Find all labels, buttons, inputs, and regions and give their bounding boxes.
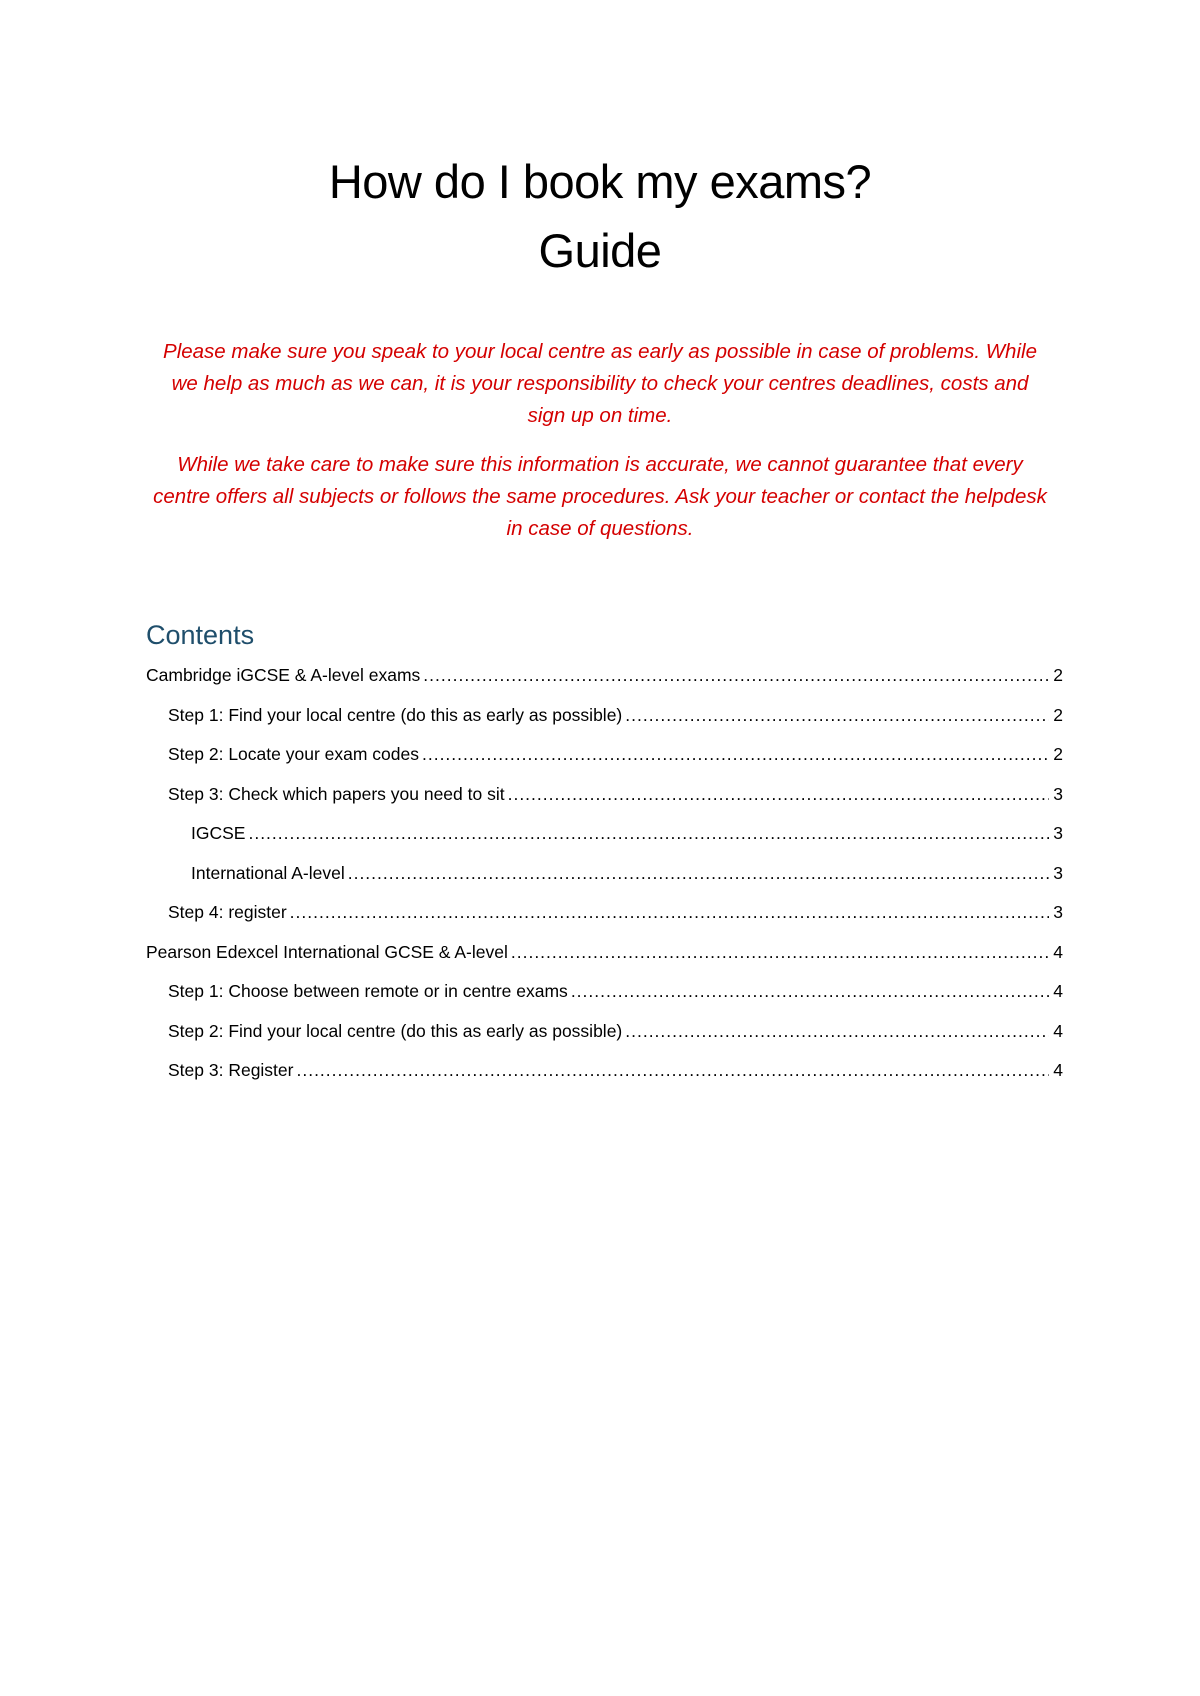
toc-entry[interactable] xyxy=(146,735,1063,775)
toc-entry-label: International A-level xyxy=(191,862,345,883)
toc-dot-leader xyxy=(625,696,1049,736)
document-title: How do I book my exams? xyxy=(328,155,872,208)
toc-entry-page-number: 2 xyxy=(1053,704,1063,725)
toc-dot-leader xyxy=(423,656,1049,696)
toc-entry-page-number: 3 xyxy=(1053,823,1063,843)
toc-entry[interactable] xyxy=(146,696,1063,736)
toc-entry-label: Step 1: Choose between remote or in centre exams xyxy=(168,981,568,1001)
toc-entry-page-number: 2 xyxy=(1053,744,1063,764)
toc-entry-label: Pearson Edexcel International GCSE & A-level xyxy=(146,941,508,962)
notice-paragraph: While we take care to make sure this information is accurate, we cannot guarantee that every centre offers all subjects or follows the same procedures. Ask your teacher or contact the helpdesk in case of questions. xyxy=(153,453,1047,540)
toc-entry[interactable] xyxy=(146,814,1063,854)
toc-entry-page-number: 4 xyxy=(1053,941,1063,962)
toc-entry-page-number: 4 xyxy=(1053,1060,1063,1080)
document-subtitle: Guide xyxy=(538,224,662,277)
toc-entry[interactable] xyxy=(146,1012,1063,1052)
toc-dot-leader xyxy=(290,893,1050,933)
toc-entry-page-number: 2 xyxy=(1053,665,1063,685)
toc-dot-leader xyxy=(422,735,1049,775)
toc-entry-label: Step 2: Locate your exam codes xyxy=(168,744,419,764)
toc-entry-label: Step 3: Register xyxy=(168,1060,294,1080)
toc-dot-leader xyxy=(571,972,1049,1012)
toc-entry-page-number: 3 xyxy=(1053,862,1063,883)
toc-entry-page-number: 4 xyxy=(1053,981,1063,1001)
toc-entry-label: Step 3: Check which papers you need to sit xyxy=(168,783,505,804)
toc-entry-label: Cambridge iGCSE & A-level exams xyxy=(146,665,421,685)
table-of-contents xyxy=(146,656,1063,1091)
toc-entry[interactable] xyxy=(146,656,1063,696)
toc-entry[interactable] xyxy=(146,1051,1063,1091)
toc-entry-label: IGCSE xyxy=(191,823,246,843)
toc-dot-leader xyxy=(296,1051,1049,1091)
toc-entry-page-number: 4 xyxy=(1053,1020,1063,1041)
toc-entry-page-number: 3 xyxy=(1053,902,1063,922)
toc-entry[interactable] xyxy=(146,775,1063,815)
contents-heading: Contents xyxy=(146,620,255,650)
toc-entry[interactable] xyxy=(146,933,1063,973)
toc-dot-leader xyxy=(348,854,1050,894)
toc-entry[interactable] xyxy=(146,893,1063,933)
toc-entry-label: Step 1: Find your local centre (do this as early as possible) xyxy=(168,704,623,725)
toc-dot-leader xyxy=(511,933,1049,973)
toc-entry[interactable] xyxy=(146,972,1063,1012)
toc-dot-leader xyxy=(248,814,1049,854)
toc-entry[interactable] xyxy=(146,854,1063,894)
toc-entry-page-number: 3 xyxy=(1053,783,1063,804)
toc-entry-label: Step 2: Find your local centre (do this as early as possible) xyxy=(168,1020,623,1041)
toc-entry-label: Step 4: register xyxy=(168,902,287,922)
toc-dot-leader xyxy=(625,1012,1049,1052)
notice-paragraph: Please make sure you speak to your local centre as early as possible in case of problems. While we help as much as we can, it is your responsibility to check your centres deadlines, costs and sign up on time. xyxy=(163,340,1037,427)
toc-dot-leader xyxy=(508,775,1050,815)
